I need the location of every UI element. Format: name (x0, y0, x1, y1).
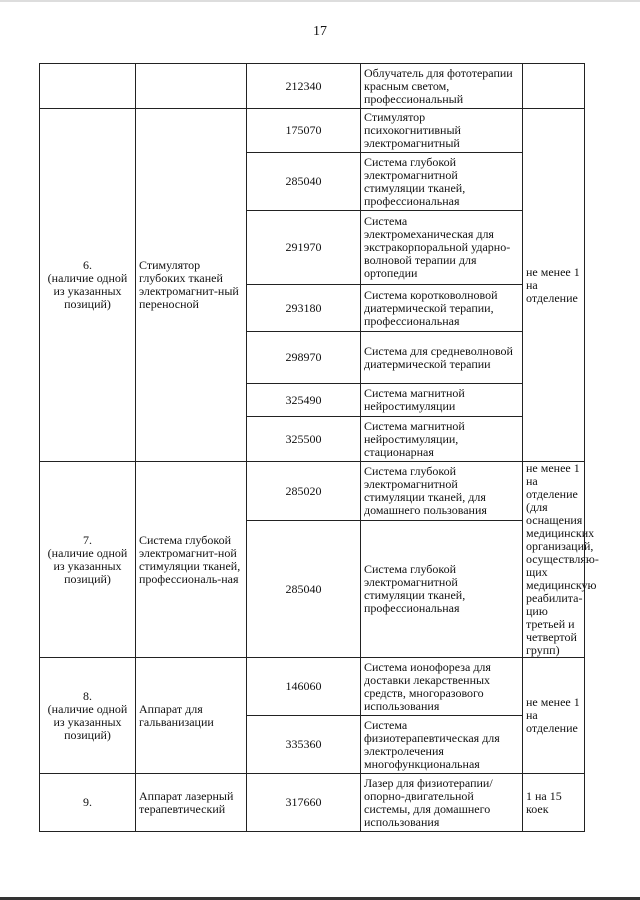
equipment-name-cell: Стимулятор глубоких тканей электромагнит-ный переносной (136, 109, 247, 462)
position-number-cell (40, 64, 136, 109)
description-cell: Лазер для физиотерапии/опорно-двигательной системы, для домашнего использования (361, 774, 523, 832)
code-cell: 146060 (247, 658, 361, 716)
table-row (40, 64, 585, 109)
code-cell: 298970 (247, 332, 361, 384)
scan-edge (0, 0, 640, 2)
equipment-name-cell: Система глубокой электромагнит-ной стимуляции тканей, профессиональ-ная (136, 462, 247, 658)
description-cell: Облучатель для фототерапии красным светом, профессиональный (361, 64, 523, 109)
equipment-table (39, 63, 599, 832)
quantity-cell: не менее 1 на отделение (для оснащения медицинских организаций, осуществляю-щих медицинскую реабилита-цию третьей и четвертой групп) (523, 462, 585, 658)
code-cell: 212340 (247, 64, 361, 109)
position-number-cell: 7. (наличие одной из указанных позиций) (40, 462, 136, 658)
description-cell: Система коротковолновой диатермической терапии, профессиональная (361, 285, 523, 332)
page-number: 17 (313, 24, 327, 39)
table-row (40, 658, 585, 716)
code-cell: 291970 (247, 211, 361, 285)
equipment-name-cell (136, 64, 247, 109)
description-cell: Система глубокой электромагнитной стимуляции тканей, для домашнего пользования (361, 462, 523, 521)
quantity-cell (523, 64, 585, 109)
code-cell: 335360 (247, 716, 361, 774)
description-cell: Система электромеханическая для экстракорпоральной ударно-волновой терапии для ортопедии (361, 211, 523, 285)
description-cell: Система глубокой электромагнитной стимуляции тканей, профессиональная (361, 153, 523, 211)
quantity-cell: не менее 1 на отделение (523, 109, 585, 462)
table-row (40, 109, 585, 153)
code-cell: 293180 (247, 285, 361, 332)
code-cell: 317660 (247, 774, 361, 832)
code-cell: 285020 (247, 462, 361, 521)
quantity-cell: 1 на 15 коек (523, 774, 585, 832)
position-number-cell: 8. (наличие одной из указанных позиций) (40, 658, 136, 774)
description-cell: Система ионофореза для доставки лекарственных средств, многоразового использования (361, 658, 523, 716)
table-row (40, 462, 585, 521)
description-cell: Система глубокой электромагнитной стимуляции тканей, профессиональная (361, 521, 523, 658)
quantity-cell: не менее 1 на отделение (523, 658, 585, 774)
code-cell: 325500 (247, 417, 361, 462)
table-row (40, 774, 585, 832)
description-cell: Система магнитной нейростимуляции (361, 384, 523, 417)
code-cell: 325490 (247, 384, 361, 417)
position-number-cell: 9. (40, 774, 136, 832)
position-number-cell: 6. (наличие одной из указанных позиций) (40, 109, 136, 462)
code-cell: 175070 (247, 109, 361, 153)
description-cell: Стимулятор психокогнитивный электромагнитный (361, 109, 523, 153)
description-cell: Система физиотерапевтическая для электролечения многофункциональная (361, 716, 523, 774)
description-cell: Система для средневолновой диатермической терапии (361, 332, 523, 384)
equipment-name-cell: Аппарат для гальванизации (136, 658, 247, 774)
equipment-name-cell: Аппарат лазерный терапевтический (136, 774, 247, 832)
code-cell: 285040 (247, 153, 361, 211)
description-cell: Система магнитной нейростимуляции, стационарная (361, 417, 523, 462)
code-cell: 285040 (247, 521, 361, 658)
